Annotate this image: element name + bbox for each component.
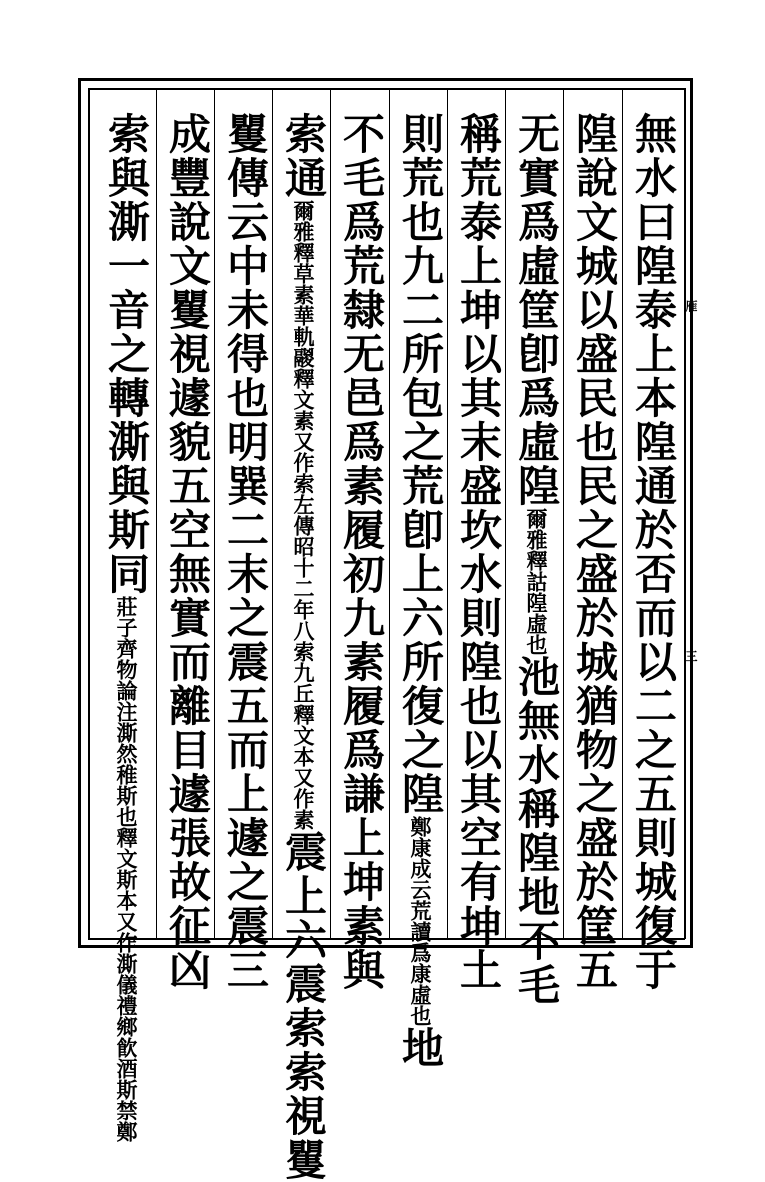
frame-rule-top <box>88 88 685 90</box>
column-text: 震上六震索索視矍 <box>279 830 328 1182</box>
column-rule <box>622 88 623 938</box>
frame-rule-left <box>88 88 90 939</box>
interlinear-note: 莊子齊物論注澌然稚斯也釋文斯本又作澌儀禮鄉飮酒斯禁鄭 <box>114 596 139 1142</box>
text-column-4 <box>450 112 506 992</box>
edge-mark: 㕍 <box>684 300 698 312</box>
text-column-6 <box>333 112 389 992</box>
interlinear-note: 爾雅釋草素華軌鬷釋文素又作索左傳昭十二年八索九丘釋文本又作素 <box>291 200 316 830</box>
interlinear-note: 鄭康成云荒讀爲康虛也 <box>408 816 433 1026</box>
column-text: 索與澌一音之轉澌與斯同 <box>102 112 151 596</box>
column-text: 無水曰隍泰上本隍通於否而以二之五則城復于 <box>629 112 678 992</box>
column-rule <box>156 88 157 938</box>
text-column-5 <box>392 112 448 1070</box>
interlinear-note: 爾雅釋詁隍虛也 <box>524 508 549 655</box>
column-text: 則荒也九二所包之荒卽上六所復之隍 <box>396 112 445 816</box>
text-column-3 <box>508 112 564 1007</box>
column-text: 地 <box>396 1026 445 1070</box>
text-column-7 <box>275 112 331 1182</box>
text-column-2 <box>566 112 622 992</box>
text-column-9 <box>159 112 215 992</box>
column-rule <box>389 88 390 938</box>
column-text: 无實爲虛筐卽爲虛隍 <box>512 112 561 508</box>
column-text: 成豐說文矍視遽貌五空無實而離目遽張故征凶 <box>163 112 212 992</box>
column-text: 索通 <box>279 112 328 200</box>
column-text: 不毛爲荒隸无邑爲素履初九素履爲謙上坤素與 <box>337 112 386 992</box>
column-text: 隍說文城以盛民也民之盛於城猶物之盛於筐五 <box>570 112 619 992</box>
text-column-10 <box>98 112 154 1142</box>
page-number: 三 <box>684 650 698 662</box>
column-text: 池無水稱隍地不毛 <box>512 655 561 1007</box>
text-column-8 <box>217 112 273 992</box>
text-column-1 <box>625 112 681 992</box>
column-text: 稱荒泰上坤以其末盛坎水則隍也以其空有坤土 <box>454 112 503 992</box>
frame-rule-right <box>684 88 686 939</box>
column-text: 矍傳云中未得也明巽二末之震五而上遽之震三 <box>221 112 270 992</box>
